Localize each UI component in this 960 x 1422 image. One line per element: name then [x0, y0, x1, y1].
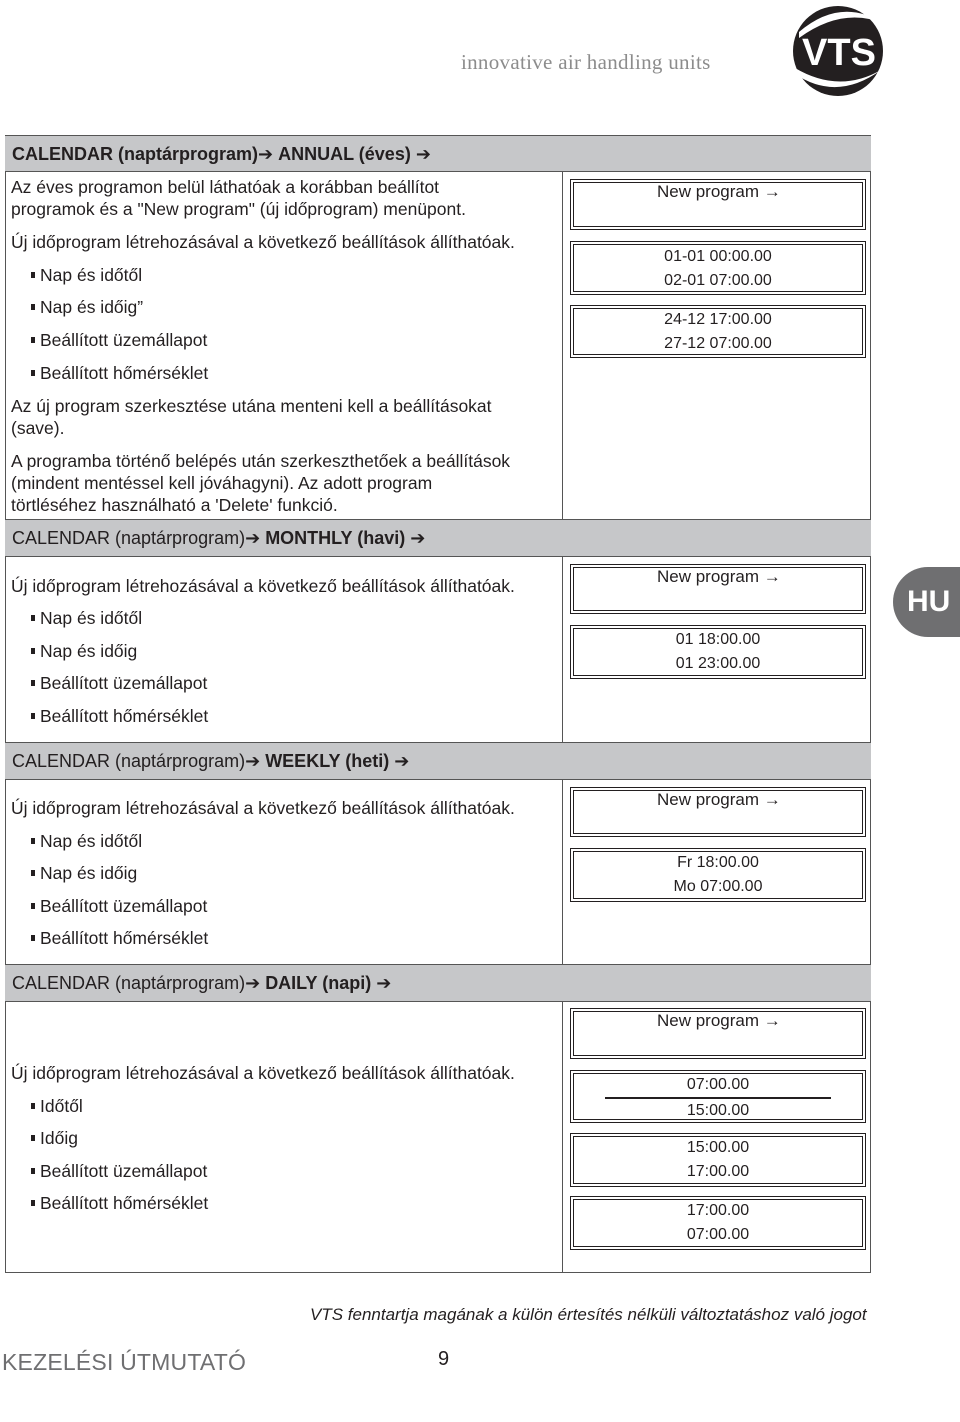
program-entry	[570, 1196, 866, 1250]
page-number: 9	[438, 1348, 450, 1370]
bullet-item: Beállított üzemállapot	[40, 673, 208, 693]
bullet-item: Nap és időig	[40, 863, 138, 883]
new-program-label: New program →	[657, 567, 781, 586]
text-line: törtléséhez használható a 'Delete' funkció.	[11, 495, 338, 515]
entry-value: 02-01 07:00.00	[664, 272, 772, 289]
tagline: innovative air handling units	[461, 50, 711, 74]
text-line: A programba történő belépés után szerkeszthetőek a beállítások	[11, 451, 511, 471]
text-line: programok és a "New program" (új időprogram) menüpont.	[11, 199, 466, 219]
new-program-label: New program →	[657, 790, 781, 809]
arrow-icon: ➔	[410, 528, 426, 548]
text-line: (mindent mentéssel kell jóváhagyni). Az adott program	[11, 473, 433, 493]
bullet-item: Időig	[40, 1128, 78, 1148]
text-line: Az éves programon belül láthatóak a korábban beállítot	[11, 177, 440, 197]
arrow-icon: ➔	[245, 751, 261, 771]
section-header-monthly	[5, 519, 871, 557]
entry-value: 01 18:00.00	[675, 631, 761, 648]
bullet-item: Beállított hőmérséklet	[40, 706, 209, 726]
bullet-item: Időtől	[40, 1096, 83, 1116]
section-header-daily	[5, 964, 871, 1002]
column-divider	[562, 557, 563, 742]
bullet-item: Beállított üzemállapot	[40, 330, 208, 350]
entry-value: 07:00.00	[686, 1226, 750, 1243]
bullet-item: Beállított hőmérséklet	[40, 1193, 209, 1213]
bullet-item: Beállított hőmérséklet	[40, 928, 209, 948]
section-title-prefix: CALENDAR (naptárprogram)	[12, 528, 246, 548]
bullet-item: Nap és időtől	[40, 265, 143, 285]
program-entry	[570, 305, 866, 358]
entry-value: 15:00.00	[686, 1102, 750, 1119]
entry-value: 24-12 17:00.00	[664, 311, 772, 328]
text-line: Új időprogram létrehozásával a következő beállítások állíthatóak.	[11, 232, 515, 252]
section-title: MONTHLY (havi)	[265, 528, 406, 548]
arrow-icon: ➔	[394, 751, 410, 771]
entry-value: 07:00.00	[605, 1073, 831, 1099]
entry-value: Mo 07:00.00	[673, 878, 763, 895]
bullet-item: Nap és időig	[40, 641, 138, 661]
arrow-icon: ➔	[376, 973, 392, 993]
new-program-display	[570, 179, 866, 230]
bullet-item: Beállított üzemállapot	[40, 1161, 208, 1181]
new-program-display	[570, 787, 866, 837]
column-divider	[562, 780, 563, 964]
program-entry	[570, 1133, 866, 1187]
bullet-item: Nap és időtől	[40, 831, 143, 851]
arrow-icon: ➔	[245, 528, 261, 548]
entry-value: 27-12 07:00.00	[664, 335, 772, 352]
section-title: ANNUAL (éves)	[278, 144, 411, 164]
new-program-label: New program →	[657, 1011, 781, 1030]
section-header-annual	[5, 135, 871, 172]
program-entry	[570, 848, 866, 902]
new-program-display	[570, 564, 866, 614]
arrow-icon: ➔	[415, 144, 431, 164]
bullet-item: Nap és időig”	[40, 297, 144, 317]
entry-value: 17:00.00	[686, 1163, 750, 1180]
text-line: Új időprogram létrehozásával a következő beállítások állíthatóak.	[11, 576, 515, 596]
new-program-label: New program →	[657, 182, 781, 201]
entry-value: 17:00.00	[686, 1202, 750, 1219]
bullet-item: Nap és időtől	[40, 608, 143, 628]
entry-value: 01 23:00.00	[675, 655, 761, 672]
section-header-weekly	[5, 742, 871, 780]
logo-text: VTS	[802, 32, 876, 74]
new-program-display	[570, 1008, 866, 1059]
arrow-icon: ➔	[258, 144, 274, 164]
bullet-item: Beállított hőmérséklet	[40, 363, 209, 383]
language-tab: HU	[893, 567, 960, 637]
column-divider	[562, 172, 563, 557]
manual-title: KEZELÉSI ÚTMUTATÓ	[2, 1349, 247, 1375]
text-line: Új időprogram létrehozásával a következő beállítások állíthatóak.	[11, 1063, 515, 1083]
program-entry	[570, 241, 866, 295]
program-entry	[570, 625, 866, 679]
text-line: Új időprogram létrehozásával a következő beállítások állíthatóak.	[11, 798, 515, 818]
section-title-prefix: CALENDAR (naptárprogram)	[12, 751, 246, 771]
entry-value: 15:00.00	[686, 1139, 750, 1156]
section-title: DAILY (napi)	[265, 973, 372, 993]
entry-value: Fr 18:00.00	[677, 854, 759, 871]
text-line: Az új program szerkesztése utána menteni kell a beállításokat	[11, 396, 492, 416]
program-entry	[570, 1070, 866, 1123]
text-line: (save).	[11, 418, 65, 438]
column-divider	[562, 1002, 563, 1273]
section-title: WEEKLY (heti)	[265, 751, 390, 771]
bullet-item: Beállított üzemállapot	[40, 896, 208, 916]
footer-note: VTS fenntartja magának a külön értesítés nélküli változtatáshoz való jogot	[310, 1305, 867, 1324]
section-title-prefix: CALENDAR (naptárprogram)	[12, 973, 246, 993]
section-title-prefix: CALENDAR (naptárprogram)	[12, 144, 259, 164]
entry-value: 01-01 00:00.00	[664, 248, 772, 265]
vts-logo	[781, 2, 897, 98]
arrow-icon: ➔	[245, 973, 261, 993]
